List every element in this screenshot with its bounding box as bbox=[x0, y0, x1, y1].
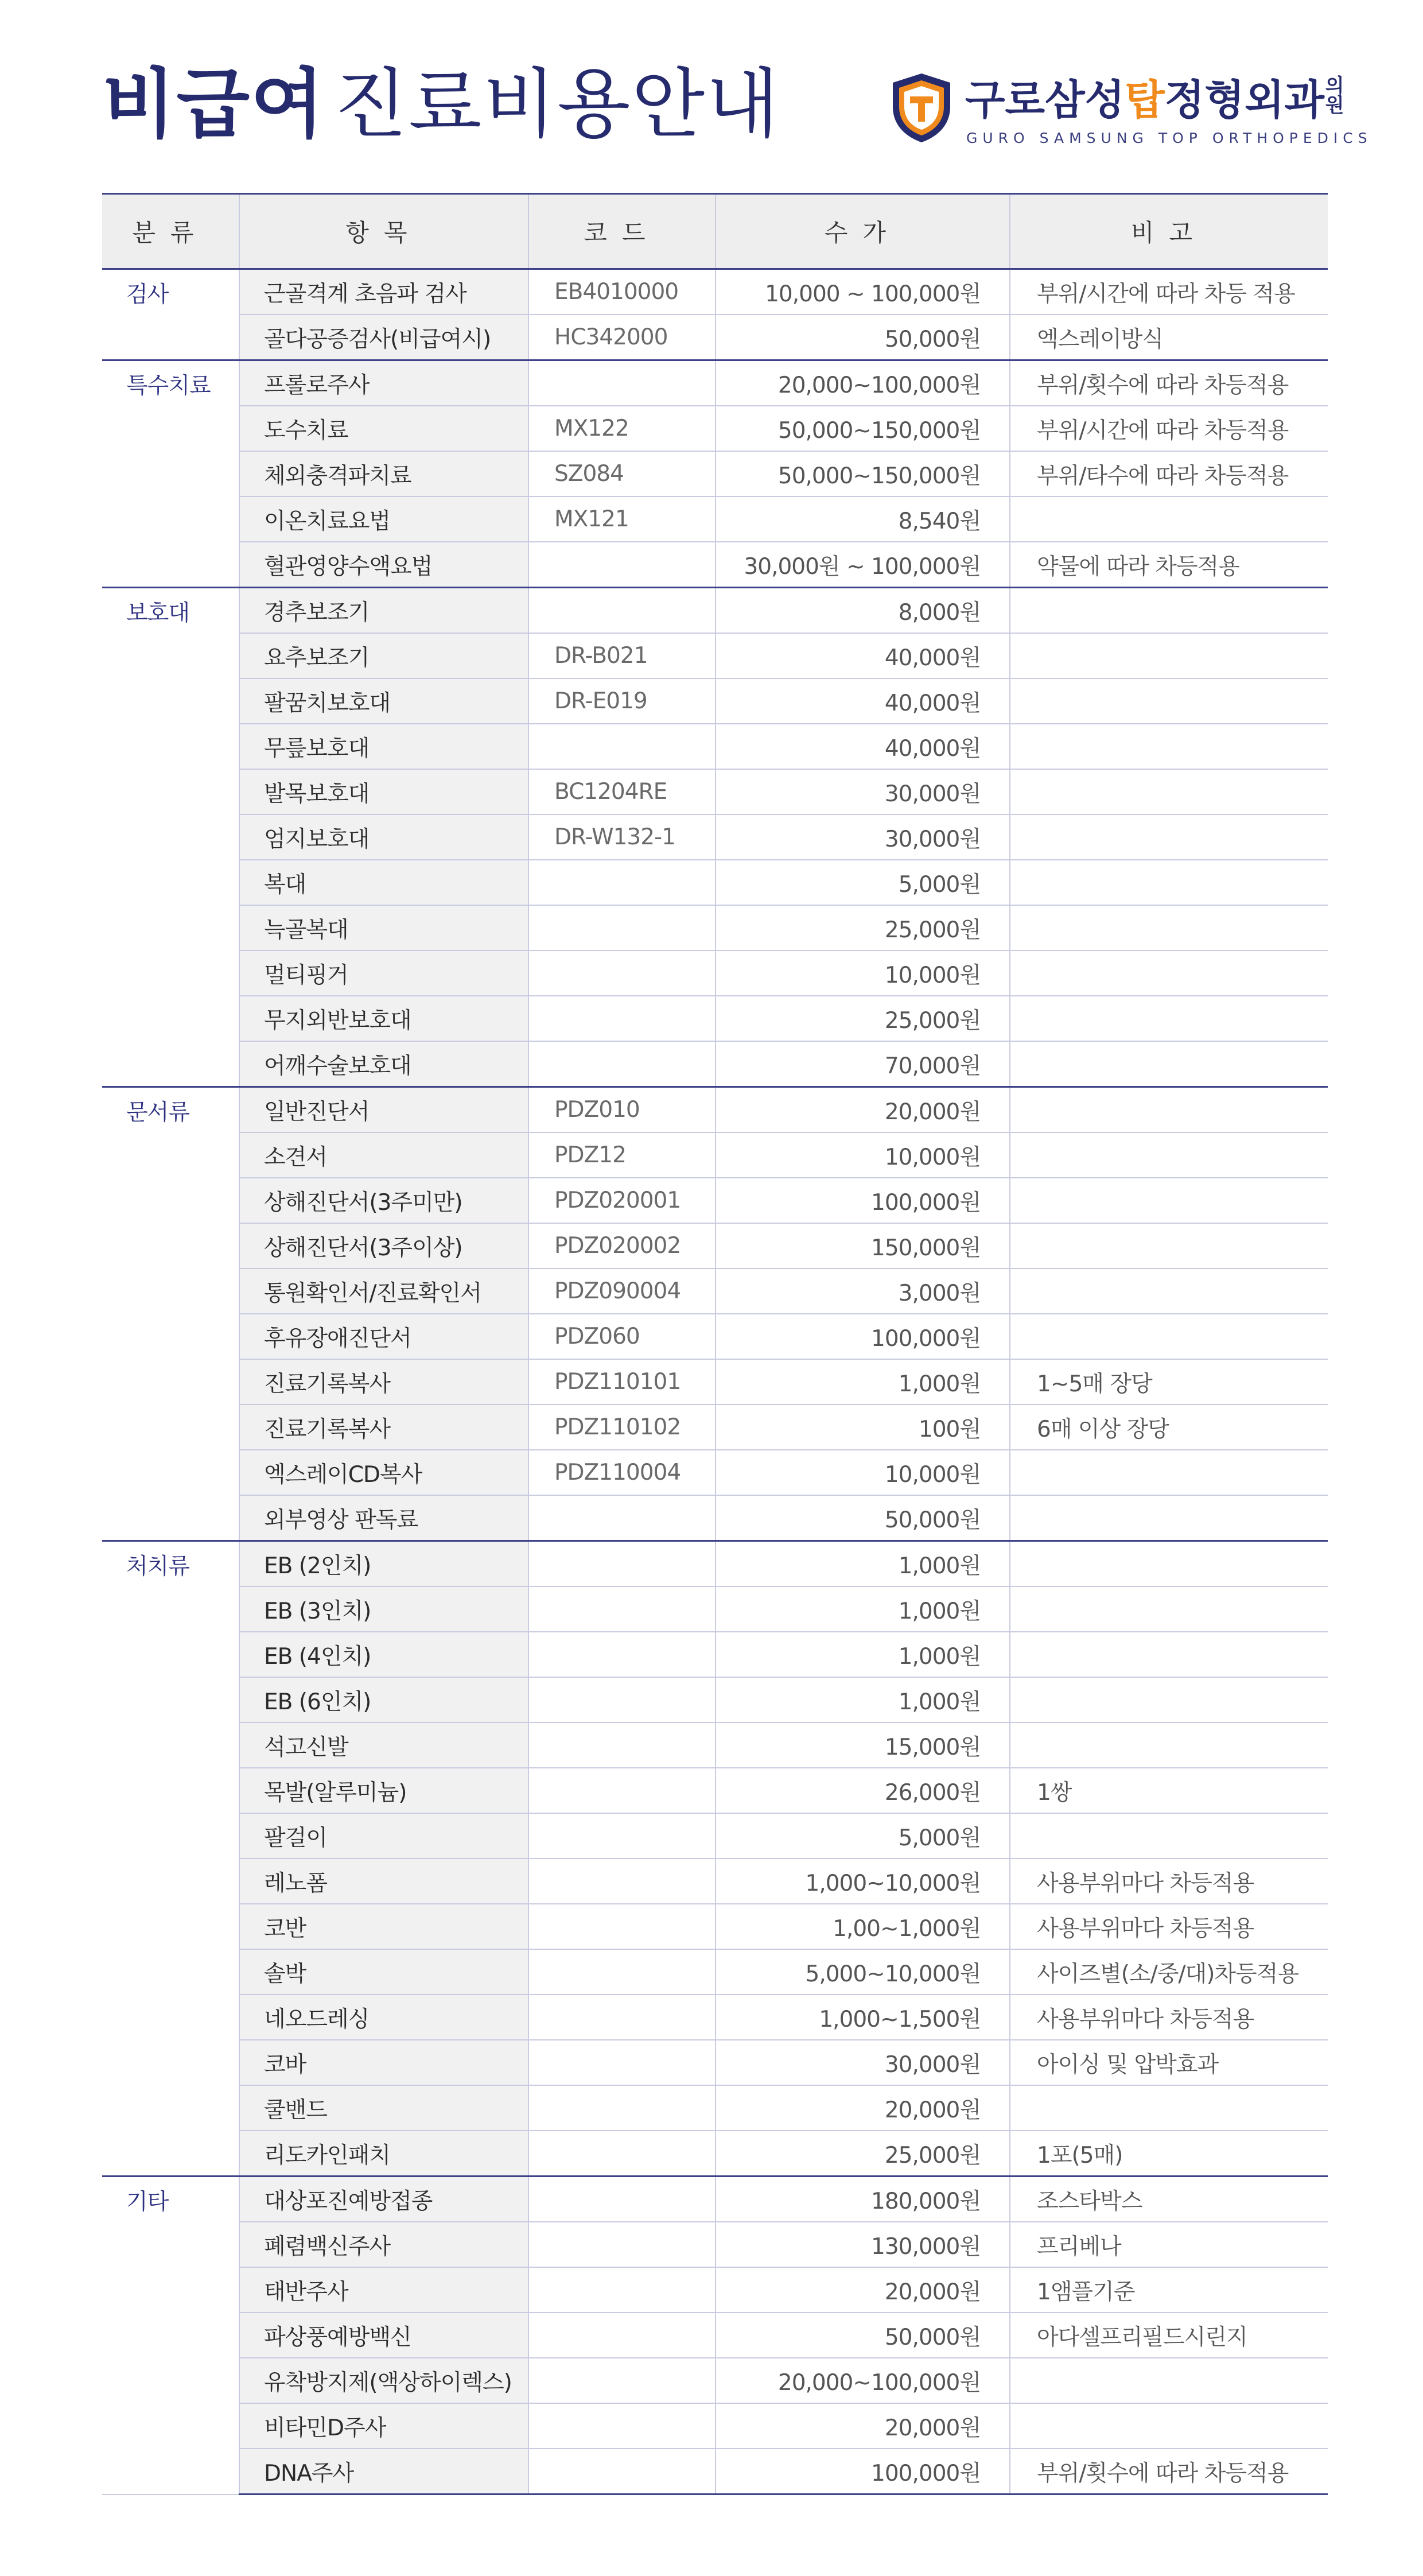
table-row bbox=[102, 1041, 1328, 1087]
code-cell bbox=[528, 2403, 716, 2449]
fee-cell: 20,000원 bbox=[716, 2403, 1010, 2449]
fee-cell: 50,000~150,000원 bbox=[716, 451, 1010, 496]
table-row bbox=[102, 1314, 1328, 1359]
note-cell bbox=[1010, 1223, 1328, 1268]
table-row bbox=[102, 2085, 1328, 2131]
fee-cell: 50,000원 bbox=[716, 1495, 1010, 1541]
fee-cell: 10,000 ~ 100,000원 bbox=[716, 269, 1010, 315]
note-cell bbox=[1010, 905, 1328, 951]
note-cell: 6매 이상 장당 bbox=[1010, 1405, 1328, 1450]
item-cell: EB (2인치) bbox=[239, 1541, 528, 1587]
item-cell: 무릎보호대 bbox=[239, 724, 528, 769]
table-row bbox=[102, 588, 1328, 634]
fee-cell: 1,000원 bbox=[716, 1632, 1010, 1677]
note-cell bbox=[1010, 1314, 1328, 1359]
note-cell: 사용부위마다 차등적용 bbox=[1010, 1995, 1328, 2040]
item-cell: 코바 bbox=[239, 2040, 528, 2085]
item-cell: 쿨밴드 bbox=[239, 2085, 528, 2131]
fee-cell: 40,000원 bbox=[716, 678, 1010, 724]
fee-cell: 40,000원 bbox=[716, 724, 1010, 769]
category-cell: 특수치료 bbox=[102, 360, 239, 588]
item-cell: EB (3인치) bbox=[239, 1586, 528, 1632]
code-cell bbox=[528, 2085, 716, 2131]
table-row bbox=[102, 360, 1328, 406]
table-row bbox=[102, 2177, 1328, 2222]
item-cell: 리도카인패치 bbox=[239, 2131, 528, 2177]
code-cell: HC342000 bbox=[528, 315, 716, 360]
fee-cell: 1,000원 bbox=[716, 1541, 1010, 1587]
header-category: 분류 bbox=[102, 194, 239, 269]
item-cell: 통원확인서/진료확인서 bbox=[239, 1268, 528, 1314]
fee-cell: 50,000원 bbox=[716, 315, 1010, 360]
note-cell bbox=[1010, 1132, 1328, 1178]
table-row bbox=[102, 678, 1328, 724]
table-header-row bbox=[102, 194, 1328, 269]
table-row bbox=[102, 860, 1328, 905]
code-cell: DR-E019 bbox=[528, 678, 716, 724]
code-cell bbox=[528, 2131, 716, 2177]
table-row bbox=[102, 905, 1328, 951]
code-cell: DR-W132-1 bbox=[528, 814, 716, 860]
table-row bbox=[102, 1995, 1328, 2040]
item-cell: 상해진단서(3주이상) bbox=[239, 1223, 528, 1268]
code-cell bbox=[528, 1041, 716, 1087]
fee-cell: 70,000원 bbox=[716, 1041, 1010, 1087]
code-cell: PDZ110004 bbox=[528, 1450, 716, 1495]
item-cell: 유착방지제(액상하이렉스) bbox=[239, 2358, 528, 2403]
fee-cell: 150,000원 bbox=[716, 1223, 1010, 1268]
fee-cell: 20,000~100,000원 bbox=[716, 360, 1010, 406]
note-cell: 1~5매 장당 bbox=[1010, 1359, 1328, 1405]
fee-cell: 10,000원 bbox=[716, 951, 1010, 996]
table-row bbox=[102, 1904, 1328, 1949]
price-table bbox=[102, 193, 1328, 2495]
table-row bbox=[102, 1450, 1328, 1495]
table-row bbox=[102, 724, 1328, 769]
fee-cell: 5,000원 bbox=[716, 1813, 1010, 1859]
note-cell bbox=[1010, 1450, 1328, 1495]
note-cell bbox=[1010, 1178, 1328, 1223]
code-cell bbox=[528, 1632, 716, 1677]
item-cell: 늑골복대 bbox=[239, 905, 528, 951]
fee-cell: 130,000원 bbox=[716, 2222, 1010, 2267]
code-cell: MX121 bbox=[528, 496, 716, 542]
fee-cell: 40,000원 bbox=[716, 633, 1010, 678]
note-cell bbox=[1010, 2085, 1328, 2131]
item-cell: DNA주사 bbox=[239, 2449, 528, 2494]
item-cell: 후유장애진단서 bbox=[239, 1314, 528, 1359]
note-cell bbox=[1010, 1722, 1328, 1768]
item-cell: 태반주사 bbox=[239, 2267, 528, 2313]
code-cell bbox=[528, 588, 716, 634]
item-cell: 복대 bbox=[239, 860, 528, 905]
code-cell bbox=[528, 2177, 716, 2222]
note-cell bbox=[1010, 951, 1328, 996]
code-cell bbox=[528, 2358, 716, 2403]
clinic-name-suffix bbox=[1324, 76, 1345, 115]
code-cell bbox=[528, 360, 716, 406]
note-cell: 엑스레이방식 bbox=[1010, 315, 1328, 360]
fee-cell: 50,000원 bbox=[716, 2313, 1010, 2358]
fee-cell: 25,000원 bbox=[716, 996, 1010, 1041]
note-cell: 1앰플기준 bbox=[1010, 2267, 1328, 2313]
code-cell: PDZ12 bbox=[528, 1132, 716, 1178]
clinic-logo bbox=[889, 68, 1373, 154]
code-cell bbox=[528, 2313, 716, 2358]
fee-cell: 10,000원 bbox=[716, 1132, 1010, 1178]
clinic-name-accent: 탑 bbox=[1125, 76, 1165, 124]
code-cell: PDZ110101 bbox=[528, 1359, 716, 1405]
note-cell: 부위/시간에 따라 차등 적용 bbox=[1010, 269, 1328, 315]
note-cell bbox=[1010, 1268, 1328, 1314]
code-cell bbox=[528, 2040, 716, 2085]
table-row bbox=[102, 1677, 1328, 1722]
note-cell bbox=[1010, 1813, 1328, 1859]
code-cell bbox=[528, 1677, 716, 1722]
fee-cell: 26,000원 bbox=[716, 1768, 1010, 1813]
item-cell: 팔걸이 bbox=[239, 1813, 528, 1859]
code-cell: PDZ020002 bbox=[528, 1223, 716, 1268]
item-cell: 어깨수술보호대 bbox=[239, 1041, 528, 1087]
fee-cell: 20,000원 bbox=[716, 1087, 1010, 1133]
note-cell bbox=[1010, 678, 1328, 724]
item-cell: 혈관영양수액요법 bbox=[239, 542, 528, 588]
note-cell: 1쌍 bbox=[1010, 1768, 1328, 1813]
item-cell: 상해진단서(3주미만) bbox=[239, 1178, 528, 1223]
table-row bbox=[102, 951, 1328, 996]
fee-cell: 30,000원 bbox=[716, 769, 1010, 814]
item-cell: 프롤로주사 bbox=[239, 360, 528, 406]
fee-cell: 20,000~100,000원 bbox=[716, 2358, 1010, 2403]
item-cell: 골다공증검사(비급여시) bbox=[239, 315, 528, 360]
code-cell: SZ084 bbox=[528, 451, 716, 496]
note-cell: 아다셀프리필드시린지 bbox=[1010, 2313, 1328, 2358]
code-cell bbox=[528, 542, 716, 588]
item-cell: 일반진단서 bbox=[239, 1087, 528, 1133]
category-cell: 처치류 bbox=[102, 1541, 239, 2177]
item-cell: 석고신발 bbox=[239, 1722, 528, 1768]
code-cell bbox=[528, 724, 716, 769]
code-cell bbox=[528, 1904, 716, 1949]
code-cell: EB4010000 bbox=[528, 269, 716, 315]
table-row bbox=[102, 1223, 1328, 1268]
item-cell: 이온치료요법 bbox=[239, 496, 528, 542]
note-cell: 부위/횟수에 따라 차등적용 bbox=[1010, 360, 1328, 406]
fee-cell: 5,000~10,000원 bbox=[716, 1949, 1010, 1995]
code-cell bbox=[528, 1722, 716, 1768]
table-row bbox=[102, 769, 1328, 814]
table-row bbox=[102, 2313, 1328, 2358]
code-cell bbox=[528, 2222, 716, 2267]
item-cell: 엑스레이CD복사 bbox=[239, 1450, 528, 1495]
note-cell bbox=[1010, 1495, 1328, 1541]
table-row bbox=[102, 814, 1328, 860]
category-cell: 기타 bbox=[102, 2177, 239, 2494]
item-cell: 목발(알루미늄) bbox=[239, 1768, 528, 1813]
code-cell bbox=[528, 2449, 716, 2494]
note-cell bbox=[1010, 2358, 1328, 2403]
item-cell: 파상풍예방백신 bbox=[239, 2313, 528, 2358]
table-row bbox=[102, 315, 1328, 360]
table-row bbox=[102, 1813, 1328, 1859]
table-row bbox=[102, 2403, 1328, 2449]
table-row bbox=[102, 1722, 1328, 1768]
fee-cell: 3,000원 bbox=[716, 1268, 1010, 1314]
category-cell: 검사 bbox=[102, 269, 239, 360]
note-cell bbox=[1010, 1632, 1328, 1677]
item-cell: 체외충격파치료 bbox=[239, 451, 528, 496]
item-cell: 소견서 bbox=[239, 1132, 528, 1178]
code-cell: PDZ020001 bbox=[528, 1178, 716, 1223]
category-cell: 보호대 bbox=[102, 588, 239, 1087]
code-cell bbox=[528, 1541, 716, 1587]
item-cell: 경추보조기 bbox=[239, 588, 528, 634]
table-row bbox=[102, 1359, 1328, 1405]
note-cell bbox=[1010, 1087, 1328, 1133]
note-cell: 사이즈별(소/중/대)차등적용 bbox=[1010, 1949, 1328, 1995]
table-row bbox=[102, 2449, 1328, 2494]
item-cell: 비타민D주사 bbox=[239, 2403, 528, 2449]
code-cell bbox=[528, 1768, 716, 1813]
item-cell: EB (6인치) bbox=[239, 1677, 528, 1722]
fee-cell: 1,000~10,000원 bbox=[716, 1859, 1010, 1904]
item-cell: 근골격계 초음파 검사 bbox=[239, 269, 528, 315]
item-cell: 무지외반보호대 bbox=[239, 996, 528, 1041]
table-row bbox=[102, 1541, 1328, 1587]
code-cell bbox=[528, 1586, 716, 1632]
note-cell bbox=[1010, 724, 1328, 769]
header-note: 비고 bbox=[1010, 194, 1328, 269]
table-row bbox=[102, 1859, 1328, 1904]
shield-t-logo-icon bbox=[889, 71, 954, 145]
code-cell: PDZ090004 bbox=[528, 1268, 716, 1314]
fee-cell: 25,000원 bbox=[716, 905, 1010, 951]
header-item: 항목 bbox=[239, 194, 528, 269]
fee-cell: 100,000원 bbox=[716, 1314, 1010, 1359]
clinic-name-pre: 구로삼성 bbox=[965, 76, 1125, 124]
item-cell: 발목보호대 bbox=[239, 769, 528, 814]
fee-cell: 100원 bbox=[716, 1405, 1010, 1450]
item-cell: 대상포진예방접종 bbox=[239, 2177, 528, 2222]
code-cell bbox=[528, 996, 716, 1041]
code-cell: PDZ110102 bbox=[528, 1405, 716, 1450]
code-cell: PDZ060 bbox=[528, 1314, 716, 1359]
code-cell bbox=[528, 1813, 716, 1859]
fee-cell: 30,000원 bbox=[716, 814, 1010, 860]
note-cell bbox=[1010, 633, 1328, 678]
note-cell bbox=[1010, 1541, 1328, 1587]
table-row bbox=[102, 1132, 1328, 1178]
fee-cell: 1,00~1,000원 bbox=[716, 1904, 1010, 1949]
table-row bbox=[102, 633, 1328, 678]
fee-cell: 30,000원 bbox=[716, 2040, 1010, 2085]
fee-cell: 1,000~1,500원 bbox=[716, 1995, 1010, 2040]
table-row bbox=[102, 996, 1328, 1041]
fee-cell: 1,000원 bbox=[716, 1586, 1010, 1632]
item-cell: EB (4인치) bbox=[239, 1632, 528, 1677]
code-cell: MX122 bbox=[528, 406, 716, 451]
code-cell bbox=[528, 1859, 716, 1904]
note-cell bbox=[1010, 2403, 1328, 2449]
table-row bbox=[102, 2267, 1328, 2313]
note-cell bbox=[1010, 496, 1328, 542]
table-row bbox=[102, 2222, 1328, 2267]
fee-cell: 20,000원 bbox=[716, 2267, 1010, 2313]
table-row bbox=[102, 1087, 1328, 1133]
note-cell: 부위/시간에 따라 차등적용 bbox=[1010, 406, 1328, 451]
fee-cell: 100,000원 bbox=[716, 1178, 1010, 1223]
clinic-name-post: 정형외과 bbox=[1164, 76, 1324, 124]
note-cell: 아이싱 및 압박효과 bbox=[1010, 2040, 1328, 2085]
item-cell: 도수치료 bbox=[239, 406, 528, 451]
code-cell bbox=[528, 1995, 716, 2040]
item-cell: 멀티핑거 bbox=[239, 951, 528, 996]
fee-cell: 5,000원 bbox=[716, 860, 1010, 905]
note-cell: 부위/횟수에 따라 차등적용 bbox=[1010, 2449, 1328, 2494]
item-cell: 레노폼 bbox=[239, 1859, 528, 1904]
note-cell bbox=[1010, 769, 1328, 814]
fee-cell: 100,000원 bbox=[716, 2449, 1010, 2494]
item-cell: 폐렴백신주사 bbox=[239, 2222, 528, 2267]
table-row bbox=[102, 1768, 1328, 1813]
code-cell bbox=[528, 1949, 716, 1995]
item-cell: 외부영상 판독료 bbox=[239, 1495, 528, 1541]
note-cell: 약물에 따라 차등적용 bbox=[1010, 542, 1328, 588]
code-cell bbox=[528, 951, 716, 996]
table-row bbox=[102, 2040, 1328, 2085]
item-cell: 솔박 bbox=[239, 1949, 528, 1995]
note-cell bbox=[1010, 1586, 1328, 1632]
item-cell: 진료기록복사 bbox=[239, 1405, 528, 1450]
note-cell: 사용부위마다 차등적용 bbox=[1010, 1859, 1328, 1904]
header-code: 코드 bbox=[528, 194, 716, 269]
fee-cell: 180,000원 bbox=[716, 2177, 1010, 2222]
fee-cell: 50,000~150,000원 bbox=[716, 406, 1010, 451]
fee-cell: 1,000원 bbox=[716, 1677, 1010, 1722]
table-row bbox=[102, 1949, 1328, 1995]
note-cell: 프리베나 bbox=[1010, 2222, 1328, 2267]
price-table-body bbox=[102, 269, 1328, 2494]
item-cell: 팔꿈치보호대 bbox=[239, 678, 528, 724]
fee-cell: 15,000원 bbox=[716, 1722, 1010, 1768]
note-cell: 1포(5매) bbox=[1010, 2131, 1328, 2177]
fee-cell: 8,000원 bbox=[716, 588, 1010, 634]
fee-cell: 20,000원 bbox=[716, 2085, 1010, 2131]
table-row bbox=[102, 2131, 1328, 2177]
page-title-light: 진료비용안내 bbox=[334, 60, 780, 149]
note-cell bbox=[1010, 1677, 1328, 1722]
table-row bbox=[102, 496, 1328, 542]
table-row bbox=[102, 451, 1328, 496]
note-cell bbox=[1010, 996, 1328, 1041]
code-cell: PDZ010 bbox=[528, 1087, 716, 1133]
category-cell: 문서류 bbox=[102, 1087, 239, 1541]
note-cell: 부위/타수에 따라 차등적용 bbox=[1010, 451, 1328, 496]
fee-cell: 1,000원 bbox=[716, 1359, 1010, 1405]
item-cell: 요추보조기 bbox=[239, 633, 528, 678]
clinic-name bbox=[965, 75, 1345, 125]
clinic-name-suffix-1: 의 bbox=[1325, 75, 1344, 98]
note-cell: 조스타박스 bbox=[1010, 2177, 1328, 2222]
page-title bbox=[102, 59, 780, 150]
code-cell bbox=[528, 1495, 716, 1541]
item-cell: 네오드레싱 bbox=[239, 1995, 528, 2040]
page-title-bold: 비급여 bbox=[102, 60, 325, 149]
item-cell: 코반 bbox=[239, 1904, 528, 1949]
code-cell bbox=[528, 860, 716, 905]
fee-cell: 8,540원 bbox=[716, 496, 1010, 542]
fee-cell: 30,000원 ~ 100,000원 bbox=[716, 542, 1010, 588]
table-row bbox=[102, 542, 1328, 588]
clinic-name-suffix-2: 원 bbox=[1325, 94, 1344, 117]
code-cell: DR-B021 bbox=[528, 633, 716, 678]
note-cell bbox=[1010, 588, 1328, 634]
fee-cell: 25,000원 bbox=[716, 2131, 1010, 2177]
table-row bbox=[102, 406, 1328, 451]
table-row bbox=[102, 1586, 1328, 1632]
note-cell bbox=[1010, 860, 1328, 905]
note-cell bbox=[1010, 814, 1328, 860]
code-cell: BC1204RE bbox=[528, 769, 716, 814]
header-fee: 수가 bbox=[716, 194, 1010, 269]
clinic-english-name: GURO SAMSUNG TOP ORTHOPEDICS bbox=[966, 130, 1373, 146]
code-cell bbox=[528, 905, 716, 951]
table-row bbox=[102, 1178, 1328, 1223]
item-cell: 엄지보호대 bbox=[239, 814, 528, 860]
note-cell bbox=[1010, 1041, 1328, 1087]
note-cell: 사용부위마다 차등적용 bbox=[1010, 1904, 1328, 1949]
table-row bbox=[102, 269, 1328, 315]
table-row bbox=[102, 1405, 1328, 1450]
item-cell: 진료기록복사 bbox=[239, 1359, 528, 1405]
table-row bbox=[102, 1632, 1328, 1677]
fee-cell: 10,000원 bbox=[716, 1450, 1010, 1495]
code-cell bbox=[528, 2267, 716, 2313]
table-row bbox=[102, 1268, 1328, 1314]
table-row bbox=[102, 2358, 1328, 2403]
table-row bbox=[102, 1495, 1328, 1541]
